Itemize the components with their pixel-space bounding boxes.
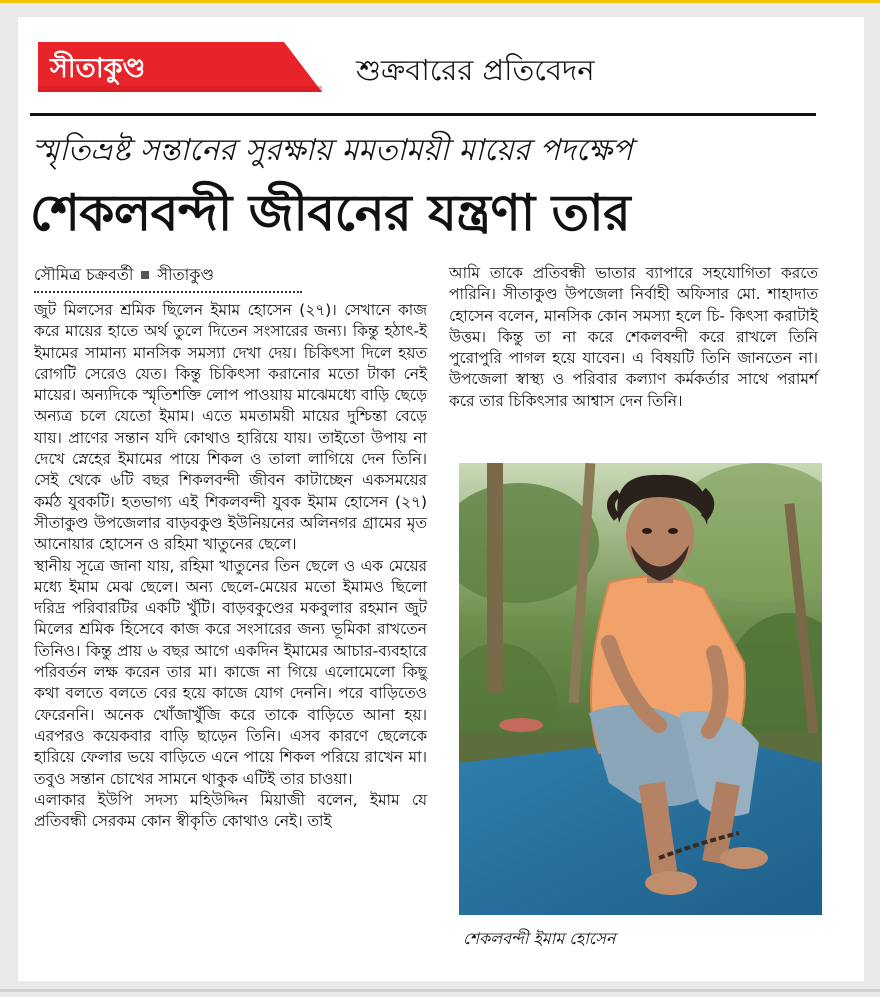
photo-caption: শেকলবন্দী ইমাম হোসেন bbox=[463, 929, 616, 948]
byline-dotted-rule bbox=[34, 291, 302, 293]
header-rule bbox=[30, 113, 816, 116]
byline-author: সৌমিত্র চক্রবর্তী bbox=[34, 265, 134, 284]
article-paragraph: জুট মিলসের শ্রমিক ছিলেন ইমাম হোসেন (২৭)। সেখানে কাজ করে মায়ের হাতে অর্থ তুলে দিতেন সংসারের জন্য। কিন্তু হঠাৎ-ই ইমামের সামান্য মানসিক সমস্যা দেখা দেয়। চিকিৎসা দিলে হয়ত রোগটি সেরেও যেত। কিন্তু চিকিৎসা করানোর মতো টাকা নেই মায়ের। অন্যদিকে স্মৃতিশক্তি লোপ পাওয়ায় মাঝেমধ্যে বাড়ি ছেড়ে অন্যত্র চলে যেতো ইমাম। এতে মমতাময়ী মায়ের দুশ্চিন্তা বেড়ে যায়। প্রাণের সন্তান যদি কোথাও হারিয়ে যায়। তাইতো উপায় না দেখে স্নেহের ইমামের পায়ে শিকল ও তালা লাগিয়ে দেন তিনি। সেই থেকে ৬টি বছর শিকলবন্দী জীবন কাটাচ্ছেন একসময়ের কর্মঠ যুবকটি। হতভাগ্য এই শিকলবন্দী যুবক ইমাম হোসেন (২৭) সীতাকুণ্ড উপজেলার বাড়বকুণ্ড ইউনিয়নের অলিনগর গ্রামের মৃত আনোয়ার হোসেন ও রহিমা খাতুনের ছেলে। bbox=[34, 301, 427, 554]
article-paragraph: আমি তাকে প্রতিবন্ধী ভাতার ব্যাপারে সহযোগিতা করতে পারিনি। সীতাকুণ্ড উপজেলা নির্বাহী অফিসার মো. শাহাদাত হোসেন বলেন, মানসিক কোন সমস্যা হলে চি- কিৎসা করাটাই উত্তম। কিন্তু তা না করে শেকলবন্দী করে রাখলে তিনি পুরোপুরি পাগল হয়ে যাবেন। এ বিষয়টি তিনি জানতেন না। উপজেলা স্বাস্থ্য ও পরিবার কল্যাণ কর্মকর্তার সাথে পরামর্শ করে তার চিকিৎসার আশ্বাস দেন তিনি। bbox=[449, 264, 818, 410]
byline-separator bbox=[141, 271, 149, 279]
article-paragraph: এলাকার ইউপি সদস্য মহিউদ্দিন মিয়াজী বলেন, ইমাম যে প্রতিবন্ধী সেরকম কোন স্বীকৃতি কোথাও নেই। তাই bbox=[34, 790, 427, 831]
byline-place: সীতাকুণ্ড bbox=[157, 265, 215, 284]
photo-illustration bbox=[459, 463, 822, 915]
article-photo bbox=[459, 463, 822, 915]
bottom-line bbox=[0, 989, 880, 992]
article-kicker: স্মৃতিভ্রষ্ট সন্তানের সুরক্ষায় মমতাময়ী মায়ের পদক্ষেপ bbox=[32, 133, 633, 168]
article-headline: শেকলবন্দী জীবনের যন্ত্রণা তার bbox=[30, 184, 631, 242]
byline bbox=[34, 262, 214, 289]
section-title: শুক্রবারের প্রতিবেদন bbox=[356, 53, 595, 87]
article-column-1 bbox=[34, 300, 427, 832]
article-paragraph: স্থানীয় সূত্রে জানা যায়, রহিমা খাতুনের তিন ছেলে ও এক মেয়ের মধ্যে ইমাম মেঝ ছেলে। অন্য ছেলে-মেয়ের মতো ইমামও ছিলো দরিদ্র পরিবারটির একটি খুঁটি। বাড়বকুণ্ডের মকবুলার রহমান জুট মিলের শ্রমিক হিসেবে কাজ করে সংসারের জন্য ভূমিকা রাখতেন তিনিও। কিন্তু প্রায় ৬ বছর আগে একদিন ইমামের আচার-ব্যবহারে পরিবর্তন লক্ষ করেন তার মা। কাজে না গিয়ে এলোমেলো কিছু কথা বলতে বলতে বের হয়ে কাজে যোগ দেননি। পরে বাড়িতেও ফেরেননি। অনেক খোঁজাখুঁজি করে তাকে বাড়িতে আনা হয়। এরপরও কয়েকবার বাড়ি ছাড়েন তিনি। এসব কারণে ছেলেকে হারিয়ে ফেলার ভয়ে বাড়িতে এনে পায়ে শিকল পরিয়ে রাখেন মা। তবুও সন্তান চোখের সামনে থাকুক এটিই তার চাওয়া। bbox=[34, 556, 427, 788]
location-tag-label: সীতাকুণ্ড bbox=[50, 53, 146, 84]
location-tag bbox=[38, 42, 322, 92]
top-accent-line bbox=[0, 0, 880, 3]
article-column-2 bbox=[449, 263, 818, 412]
